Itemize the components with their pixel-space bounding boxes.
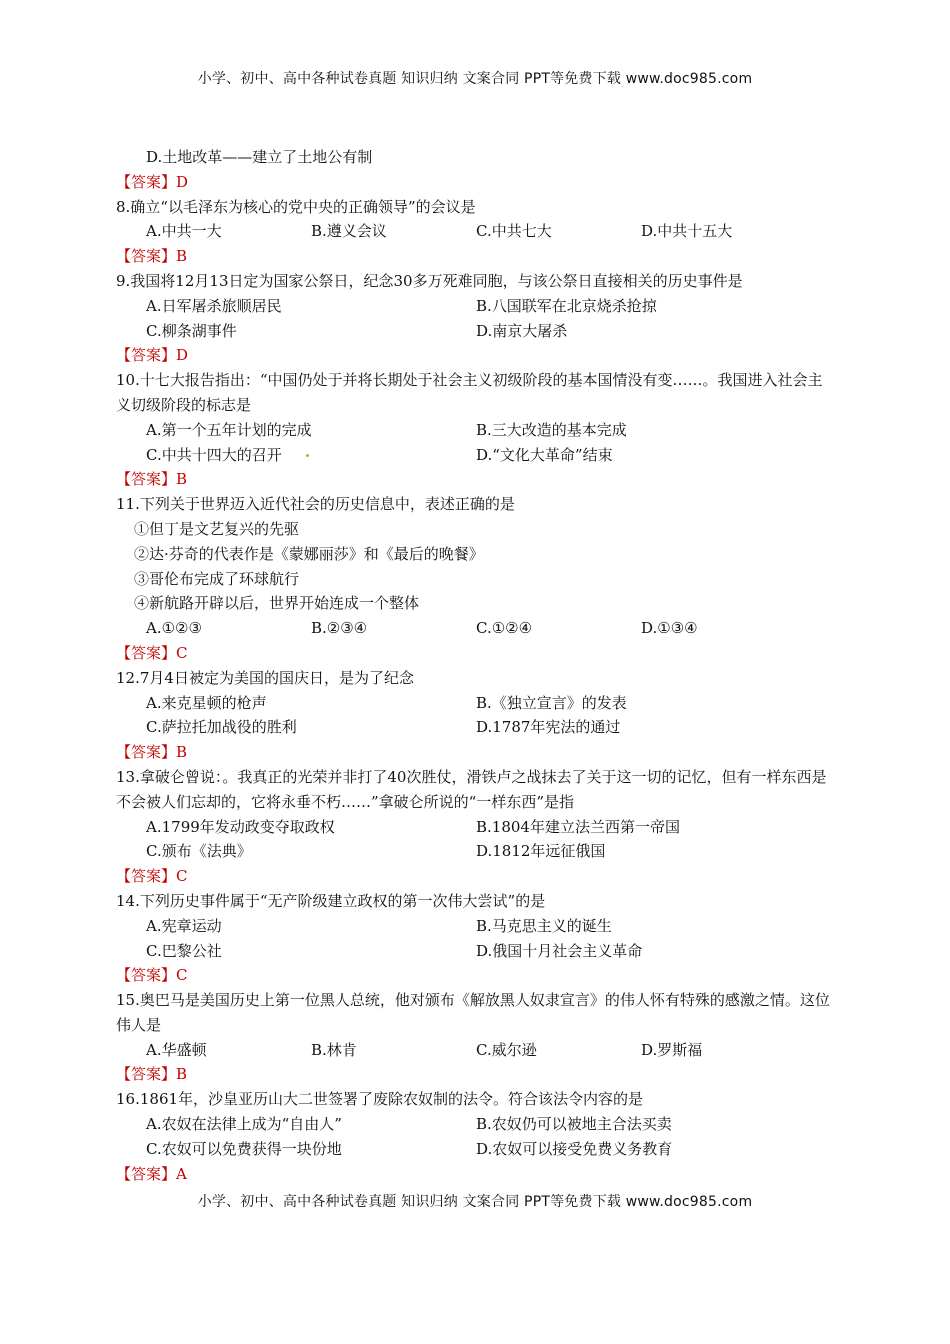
page-footer: 小学、初中、高中各种试卷真题 知识归纳 文案合同 PPT等免费下载 www.doc985.com: [197, 1194, 753, 1210]
answer-value: B: [176, 1065, 188, 1084]
option: A.宪章运动: [146, 916, 222, 935]
answer-value: D: [176, 346, 189, 365]
option: A.①②③: [146, 619, 202, 638]
answer-line: [116, 343, 836, 368]
options-row: [116, 418, 836, 443]
question-stem: 15.奥巴马是美国历史上第一位黑人总统，他对颁布《解放黑人奴隶宣言》的伟人怀有特殊的感激之情。这位伟人是: [116, 991, 830, 1034]
option: D.农奴可以接受免费义务教育: [476, 1139, 673, 1158]
option: A.华盛顿: [146, 1040, 207, 1059]
answer-label: 【答案】: [116, 1164, 177, 1183]
option: C.颁布《法典》: [146, 842, 252, 861]
option: C.中共十四大的召开: [146, 445, 282, 464]
options-row: [116, 715, 836, 740]
option: D.①③④: [641, 619, 698, 638]
answer-line: [116, 1062, 836, 1087]
answer-label: 【答案】: [116, 643, 177, 662]
question-stem: 8.确立“以毛泽东为核心的党中央的正确领导”的会议是: [116, 197, 476, 216]
option: C.巴黎公社: [146, 941, 222, 960]
answer-label: 【答案】: [116, 743, 177, 762]
answer-line: [116, 1162, 836, 1187]
statement-item: ③哥伦布完成了环球航行: [134, 569, 300, 588]
options-row: [116, 815, 836, 840]
answer-label: 【答案】: [116, 172, 177, 191]
statement-item: ②达·芬奇的代表作是《蒙娜丽莎》和《最后的晚餐》: [134, 544, 484, 563]
options-row: [116, 1112, 836, 1137]
option: D.1812年远征俄国: [476, 842, 606, 861]
option: D.俄国十月社会主义革命: [476, 941, 643, 960]
answer-value: B: [176, 743, 188, 762]
answer-line: [116, 641, 836, 666]
question-stem: 16.1861年，沙皇亚历山大二世签署了废除农奴制的法令。符合该法令内容的是: [116, 1090, 644, 1109]
option: A.1799年发动政变夺取政权: [146, 817, 335, 836]
option: B.②③④: [311, 619, 368, 638]
statement-item: ①但丁是文艺复兴的先驱: [134, 519, 300, 538]
answer-value: B: [176, 470, 188, 489]
answer-value: D: [176, 172, 189, 191]
exam-content: [116, 145, 836, 1186]
option: D.中共十五大: [641, 222, 733, 241]
answer-label: 【答案】: [116, 867, 177, 886]
options-row: [116, 319, 836, 344]
question-stem: 14.下列历史事件属于“无产阶级建立政权的第一次伟大尝试”的是: [116, 891, 546, 910]
page-header: 小学、初中、高中各种试卷真题 知识归纳 文案合同 PPT等免费下载 www.doc985.com: [197, 71, 753, 87]
answer-value: A: [176, 1164, 187, 1183]
answer-label: 【答案】: [116, 470, 177, 489]
answer-line: [116, 170, 836, 195]
answer-line: [116, 740, 836, 765]
option: D.“文化大革命”结束: [476, 445, 613, 464]
question-stem: 10.十七大报告指出：“中国仍处于并将长期处于社会主义初级阶段的基本国情没有变……。我国进入社会主义切级阶段的标志是: [116, 371, 823, 414]
options-row: [116, 294, 836, 319]
option: C.农奴可以免费获得一块份地: [146, 1139, 342, 1158]
statement-item: ④新航路开辟以后，世界开始连成一个整体: [134, 594, 420, 613]
question-stem: 12.7月4日被定为美国的国庆日，是为了纪念: [116, 668, 414, 687]
answer-line: [116, 244, 836, 269]
option: B.八国联军在北京烧杀抢掠: [476, 296, 657, 315]
answer-line: [116, 467, 836, 492]
answer-label: 【答案】: [116, 1065, 177, 1084]
option: A.来克星顿的枪声: [146, 693, 267, 712]
answer-line: [116, 963, 836, 988]
answer-label: 【答案】: [116, 966, 177, 985]
option: A.日军屠杀旅顺居民: [146, 296, 282, 315]
options-row: [116, 616, 836, 641]
answer-label: 【答案】: [116, 346, 177, 365]
prev-question-option: D.土地改革——建立了土地公有制: [146, 148, 373, 166]
answer-value: C: [176, 966, 188, 985]
options-row: [116, 1137, 836, 1162]
options-row: [116, 839, 836, 864]
option: D.罗斯福: [641, 1040, 703, 1059]
answer-value: C: [176, 643, 188, 662]
option: B.《独立宣言》的发表: [476, 693, 627, 712]
option: D.南京大屠杀: [476, 321, 568, 340]
option-with-mark: [146, 443, 476, 468]
question-stem: 11.下列关于世界迈入近代社会的历史信息中，表述正确的是: [116, 495, 515, 514]
options-row: [116, 1038, 836, 1063]
option: B.农奴仍可以被地主合法买卖: [476, 1115, 672, 1134]
option: B.马克思主义的诞生: [476, 916, 612, 935]
option: A.第一个五年计划的完成: [146, 420, 312, 439]
stray-dot: [306, 454, 309, 457]
option: C.柳条湖事件: [146, 321, 237, 340]
question-stem: 13.拿破仑曾说：。我真正的光荣并非打了40次胜仗，滑铁卢之战抹去了关于这一切的记忆，但有一样东西是不会被人们忘却的，它将永垂不朽……”拿破仑所说的“一样东西”是指: [116, 767, 827, 811]
answer-value: C: [176, 867, 188, 886]
question-stem: 9.我国将12月13日定为国家公祭日，纪念30多万死难同胞，与该公祭日直接相关的历史事件是: [116, 271, 743, 290]
option: B.林肯: [311, 1040, 357, 1059]
option: A.农奴在法律上成为“自由人”: [146, 1115, 342, 1134]
option: B.1804年建立法兰西第一帝国: [476, 817, 680, 836]
option: C.①②④: [476, 619, 533, 638]
option: C.威尔逊: [476, 1040, 537, 1059]
options-row: [116, 939, 836, 964]
option: B.遵义会议: [311, 222, 387, 241]
options-row: [116, 914, 836, 939]
option: A.中共一大: [146, 222, 222, 241]
option: D.1787年宪法的通过: [476, 718, 621, 737]
options-row: [116, 219, 836, 244]
option: C.萨拉托加战役的胜利: [146, 718, 297, 737]
answer-label: 【答案】: [116, 247, 177, 266]
option: B.三大改造的基本完成: [476, 420, 627, 439]
options-row: [116, 691, 836, 716]
answer-value: B: [176, 247, 188, 266]
options-row: [116, 443, 836, 468]
answer-line: [116, 864, 836, 889]
option: C.中共七大: [476, 222, 552, 241]
